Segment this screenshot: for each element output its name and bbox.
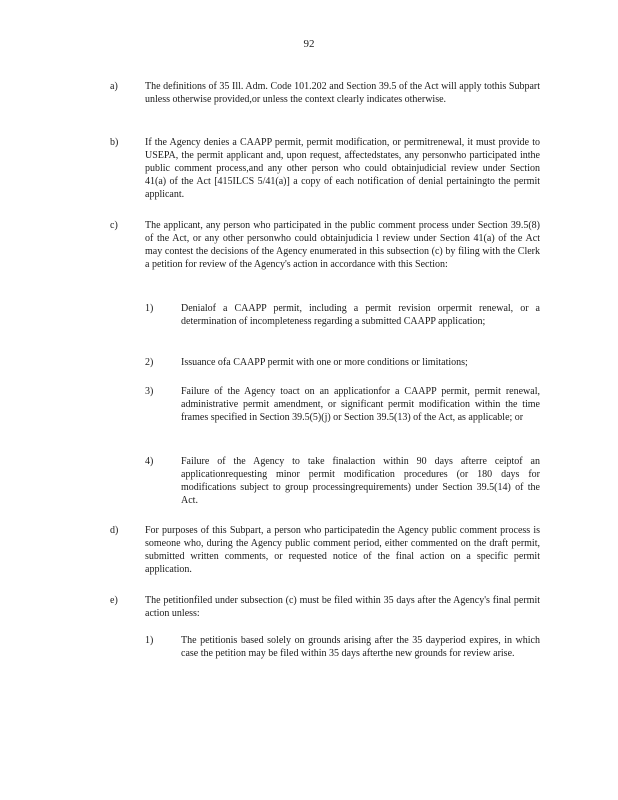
section-a-text: The definitions of 35 Ill. Adm. Code 101.202 and Section 39.5 of the Act will apply tothis Subpart unless otherwise provided,or unless the context clearly indicates otherwise. xyxy=(145,81,540,105)
section-c-item-1 xyxy=(145,302,540,328)
section-c-item-4-text: Failure of the Agency to take finalaction within 90 days afterre ceiptof an applicationrequesting minor permit modification procedures (or 180 days for modifications subject to group processingrequirements) under Section 39.5(14) of the Act. xyxy=(181,456,540,506)
section-b-marker: b) xyxy=(110,137,119,148)
section-e-marker: e) xyxy=(110,595,118,606)
section-e xyxy=(110,594,540,620)
section-e-item-1-text: The petitionis based solely on grounds arising after the 35 dayperiod expires, in which case the petition may be filed within 35 days afterthe new grounds for review arise. xyxy=(181,635,540,659)
section-c-item-1-marker: 1) xyxy=(145,303,154,314)
section-c-text: The applicant, any person who participated in the public comment process under Section 39.5(8) of the Act, or any other personwho could obtainjudicia l review under Section 41(a) of the Act may contest the decisions of the Agency enumerated in this subsection (c) by filing with the Clerk a petition for review of the Agency's action in accordance with this Section: xyxy=(145,220,540,270)
section-e-text: The petitionfiled under subsection (c) must be filed within 35 days after the Agency's final permit action unless: xyxy=(145,595,540,619)
section-d-marker: d) xyxy=(110,525,119,536)
section-d xyxy=(110,524,540,576)
section-c-item-2 xyxy=(145,356,540,369)
section-b-text: If the Agency denies a CAAPP permit, permit modification, or permitrenewal, it must provide to USEPA, the permit applicant and, upon request, affectedstates, any personwho participated inthe public comment process,and any other person who could obtainjudicial review under Section 41(a) of the Act [415ILCS 5/41(a)] a copy of each notification of denial pertainingto the permit applicant. xyxy=(145,137,540,200)
section-c-item-2-marker: 2) xyxy=(145,357,154,368)
section-e-item-1 xyxy=(145,634,540,660)
section-d-text: For purposes of this Subpart, a person who participatedin the Agency public comment process is someone who, during the Agency public comment period, either commented on the draft permit, submitted written comments, or requested notice of the final action on a specific permit application. xyxy=(145,525,540,575)
section-c xyxy=(110,219,540,271)
section-a-marker: a) xyxy=(110,81,118,92)
section-c-item-3 xyxy=(145,385,540,424)
section-c-item-2-text: Issuance ofa CAAPP permit with one or more conditions or limitations; xyxy=(181,357,468,368)
section-e-item-1-marker: 1) xyxy=(145,635,154,646)
section-c-item-4-marker: 4) xyxy=(145,456,154,467)
section-c-item-4 xyxy=(145,455,540,507)
section-b xyxy=(110,136,540,201)
section-c-item-1-text: Denialof a CAAPP permit, including a permit revision orpermit renewal, or a determination of incompleteness regarding a submitted CAAPP application; xyxy=(181,303,540,327)
page-number: 92 xyxy=(303,38,315,50)
section-c-item-3-text: Failure of the Agency toact on an applicationfor a CAAPP permit, permit renewal, administrative permit amendment, or significant permit modification within the time frames specified in Section 39.5(5)(j) or Section 39.5(13) of the Act, as applicable; or xyxy=(181,386,540,423)
section-c-item-3-marker: 3) xyxy=(145,386,154,397)
section-c-marker: c) xyxy=(110,220,118,231)
section-a xyxy=(110,80,540,106)
